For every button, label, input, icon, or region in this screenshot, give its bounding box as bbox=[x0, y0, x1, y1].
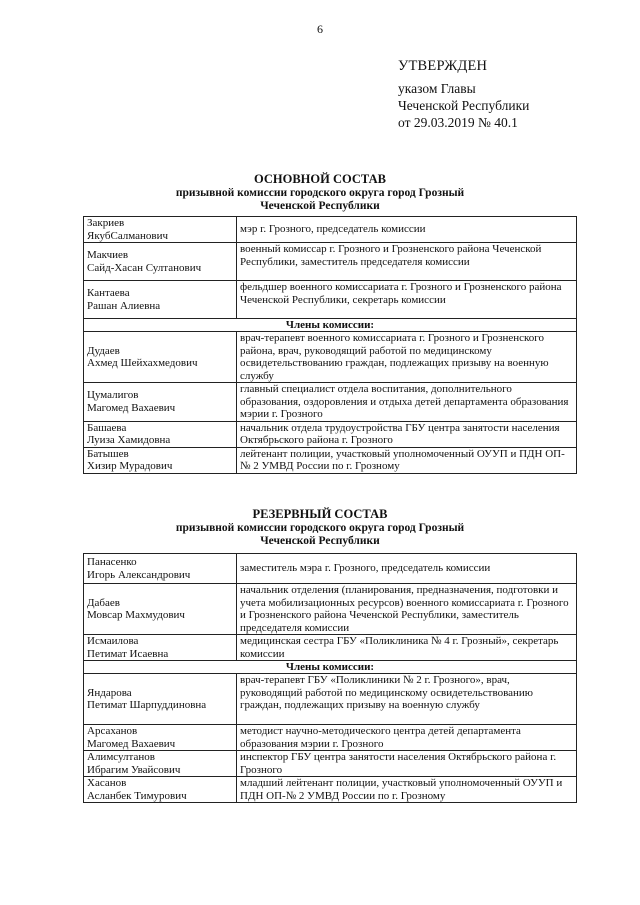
main-section-heading bbox=[0, 173, 640, 214]
reserve-section-heading bbox=[0, 508, 640, 549]
member-name-cell bbox=[84, 383, 237, 422]
member-role-cell: медицинская сестра ГБУ «Поликлиника № 4 г. Грозный», секретарь комиссии bbox=[237, 635, 577, 661]
surname: Батышев bbox=[87, 447, 129, 460]
member-name-cell bbox=[84, 725, 237, 751]
surname: Цумалигов bbox=[87, 389, 139, 402]
surname: Закриев bbox=[87, 217, 125, 229]
member-role-cell: заместитель мэра г. Грозного, председатель комиссии bbox=[237, 554, 577, 584]
member-name-cell bbox=[84, 332, 237, 383]
surname: Хасанов bbox=[87, 777, 127, 789]
surname: Яндарова bbox=[87, 686, 132, 699]
member-role-cell: главный специалист отдела воспитания, дополнительного образования, оздоровления и отдыха детей департамента образования мэрии г. Грозного bbox=[237, 383, 577, 422]
section-title: РЕЗЕРВНЫЙ СОСТАВ bbox=[252, 507, 388, 521]
section-subtitle: Чеченской Республики bbox=[260, 535, 380, 547]
surname: Панасенко bbox=[87, 556, 137, 568]
member-role-cell: врач-терапевт военного комиссариата г. Грозного и Грозненского района, врач, руководящий работой по медицинскому освидетельствованию граждан, подлежащих призыву на военную службу bbox=[237, 332, 577, 383]
member-role-cell: врач-терапевт ГБУ «Поликлиники № 2 г. Грозного», врач, руководящий работой по медицинскому освидетельствованию граждан, подлежащих призыву на военную службу bbox=[237, 674, 577, 725]
surname: Башаева bbox=[87, 421, 127, 434]
member-role-cell: инспектор ГБУ центра занятости населения Октябрьского района г. Грозного bbox=[237, 751, 577, 777]
table-row bbox=[84, 217, 577, 243]
reserve-roster-table bbox=[83, 553, 577, 803]
approval-date: от 29.03.2019 № 40.1 bbox=[398, 115, 518, 130]
section-title: ОСНОВНОЙ СОСТАВ bbox=[254, 172, 386, 186]
surname: Дабаев bbox=[87, 596, 120, 609]
member-role-cell: младший лейтенант полиции, участковый уполномоченный ОУУП и ПДН ОП-№ 2 УМВД России по г. Грозному bbox=[237, 777, 577, 803]
approval-block bbox=[398, 58, 529, 131]
surname: Арсаханов bbox=[87, 725, 138, 737]
table-row bbox=[84, 332, 577, 383]
given-names: Ахмед Шейхахмедович bbox=[87, 357, 198, 369]
member-name-cell bbox=[84, 635, 237, 661]
table-row bbox=[84, 447, 577, 473]
member-name-cell bbox=[84, 554, 237, 584]
given-names: Сайд-Хасан Султанович bbox=[87, 261, 202, 274]
member-name-cell bbox=[84, 217, 237, 243]
table-row bbox=[84, 421, 577, 447]
table-row bbox=[84, 725, 577, 751]
member-role-cell: начальник отделения (планирования, предназначения, подготовки и учета мобилизационных ресурсов) военного комиссариата г. Грозного и Грозненского района Чеченской Республики, заместитель председателя комиссии bbox=[237, 584, 577, 635]
members-header-row bbox=[84, 661, 577, 674]
member-name-cell bbox=[84, 243, 237, 281]
member-role-cell: фельдшер военного комиссариата г. Грозного и Грозненского района Чеченской Республики, секретарь комиссии bbox=[237, 281, 577, 319]
given-names: Хизир Мурадович bbox=[87, 460, 173, 472]
surname: Макчиев bbox=[87, 249, 129, 261]
given-names: Асланбек Тимурович bbox=[87, 789, 187, 802]
member-name-cell bbox=[84, 584, 237, 635]
surname: Алимсултанов bbox=[87, 751, 155, 763]
section-subtitle: призывной комиссии городского округа город Грозный bbox=[175, 521, 465, 534]
surname: Дудаев bbox=[87, 344, 120, 357]
member-role-cell: лейтенант полиции, участковый уполномоченный ОУУП и ПДН ОП-№ 2 УМВД России по г. Грозному bbox=[237, 447, 577, 473]
approval-line: Чеченской Республики bbox=[398, 98, 530, 113]
table-row bbox=[84, 635, 577, 661]
approval-title: УТВЕРЖДЕН bbox=[398, 58, 488, 74]
member-name-cell bbox=[84, 674, 237, 725]
table-row bbox=[84, 243, 577, 281]
given-names: Магомед Вахаевич bbox=[87, 737, 176, 750]
given-names: Петимат Шарпуддиновна bbox=[87, 699, 207, 711]
given-names: Мовсар Махмудович bbox=[87, 609, 185, 621]
given-names: Ибрагим Увайсович bbox=[87, 763, 181, 776]
table-row bbox=[84, 554, 577, 584]
table-row bbox=[84, 383, 577, 422]
section-subtitle: призывной комиссии городского округа город Грозный bbox=[175, 186, 465, 199]
members-header-row bbox=[84, 319, 577, 332]
member-role-cell: начальник отдела трудоустройства ГБУ центра занятости населения Октябрьского района г. Грозного bbox=[237, 421, 577, 447]
given-names: Магомед Вахаевич bbox=[87, 401, 176, 414]
given-names: ЯкубСалманович bbox=[87, 229, 169, 242]
page-number: 6 bbox=[317, 22, 323, 36]
members-header: Члены комиссии: bbox=[84, 661, 577, 674]
given-names: Петимат Исаевна bbox=[87, 647, 169, 660]
given-names: Рашан Алиевна bbox=[87, 299, 161, 312]
members-header: Члены комиссии: bbox=[84, 319, 577, 332]
table-row bbox=[84, 584, 577, 635]
member-role-cell: военный комиссар г. Грозного и Грозненского района Чеченской Республики, заместитель председателя комиссии bbox=[237, 243, 577, 281]
table-row bbox=[84, 674, 577, 725]
member-role-cell: методист научно-методического центра детей департамента образования мэрии г. Грозного bbox=[237, 725, 577, 751]
section-subtitle: Чеченской Республики bbox=[260, 200, 380, 212]
table-row bbox=[84, 777, 577, 803]
member-name-cell bbox=[84, 447, 237, 473]
surname: Кантаева bbox=[87, 287, 130, 299]
member-name-cell bbox=[84, 281, 237, 319]
member-role-cell: мэр г. Грозного, председатель комиссии bbox=[237, 217, 577, 243]
member-name-cell bbox=[84, 421, 237, 447]
given-names: Игорь Александрович bbox=[87, 568, 191, 581]
given-names: Луиза Хамидовна bbox=[87, 434, 171, 446]
member-name-cell bbox=[84, 751, 237, 777]
table-row bbox=[84, 751, 577, 777]
approval-line: указом Главы bbox=[398, 81, 476, 96]
surname: Исмаилова bbox=[87, 635, 139, 647]
table-row bbox=[84, 281, 577, 319]
main-roster-table bbox=[83, 216, 577, 474]
member-name-cell bbox=[84, 777, 237, 803]
